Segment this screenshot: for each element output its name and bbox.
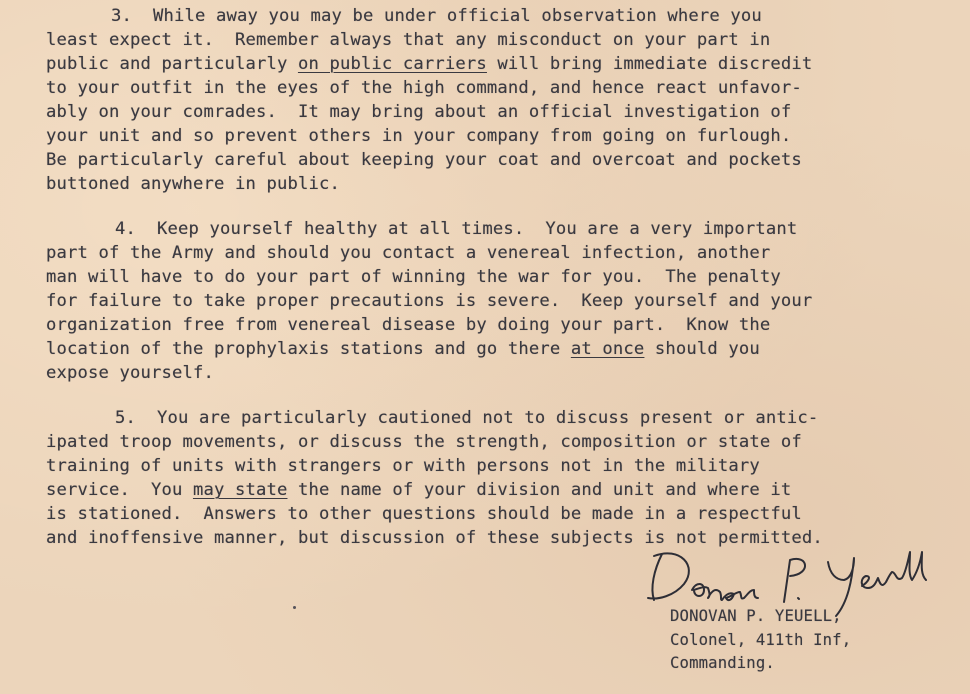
p3-line-8: buttoned anywhere in public. [46,174,340,194]
p5-line-2: ipated troop movements, or discuss the strength, composition or state of [46,432,802,452]
signer-rank: Colonel, 411th Inf, [670,631,852,649]
p4-line-7: expose yourself. [46,363,214,383]
p3-line-3-end: will bring immediate discredit [486,54,813,74]
p3-line-2: least expect it. Remember always that any misconduct on your part in [46,30,771,50]
p4-line-1: 4. Keep yourself healthy at all times. You are a very important [115,219,798,239]
p4-line-2: part of the Army and should you contact a venereal infection, another [46,243,771,263]
signer-role: Commanding. [670,654,775,672]
p4-line-6-start: location of the prophylaxis stations and go there [46,339,571,359]
p3-line-4: to your outfit in the eyes of the high command, and hence react unfavor- [46,78,802,98]
underlined-phrase-may-state: may state [192,480,288,500]
p3-line-3-start: public and particularly [46,54,298,74]
underlined-phrase-public-carriers: on public carriers [297,54,487,74]
p5-line-4 [46,480,791,500]
p5-line-3: training of units with strangers or with persons not in the military [46,456,760,476]
p5-line-1: 5. You are particularly cautioned not to discuss present or antic- [115,408,819,428]
p3-line-7: Be particularly careful about keeping your coat and overcoat and pockets [46,150,802,170]
p5-line-5: is stationed. Answers to other questions should be made in a respectful [46,504,802,524]
signer-name: DONOVAN P. YEUELL, [670,607,842,625]
p4-line-3: man will have to do your part of winning the war for you. The penalty [46,267,781,287]
p5-line-6: and inoffensive manner, but discussion of these subjects is not permitted. [46,528,823,548]
p4-line-4: for failure to take proper precautions is severe. Keep yourself and your [46,291,813,311]
p3-line-1: 3. While away you may be under official observation where you [111,6,762,26]
p3-line-3 [46,54,812,74]
p4-line-6 [46,339,760,359]
p4-line-5: organization free from venereal disease by doing your part. Know the [46,315,771,335]
p5-line-4-end: the name of your division and unit and where it [287,480,792,500]
p4-line-6-end: should you [644,339,760,359]
underlined-phrase-at-once: at once [570,339,645,359]
p3-line-6: your unit and so prevent others in your company from going on furlough. [46,126,792,146]
ink-speck [293,606,296,609]
p3-line-5: ably on your comrades. It may bring about an official investigation of [46,102,792,122]
p5-line-4-start: service. You [46,480,193,500]
